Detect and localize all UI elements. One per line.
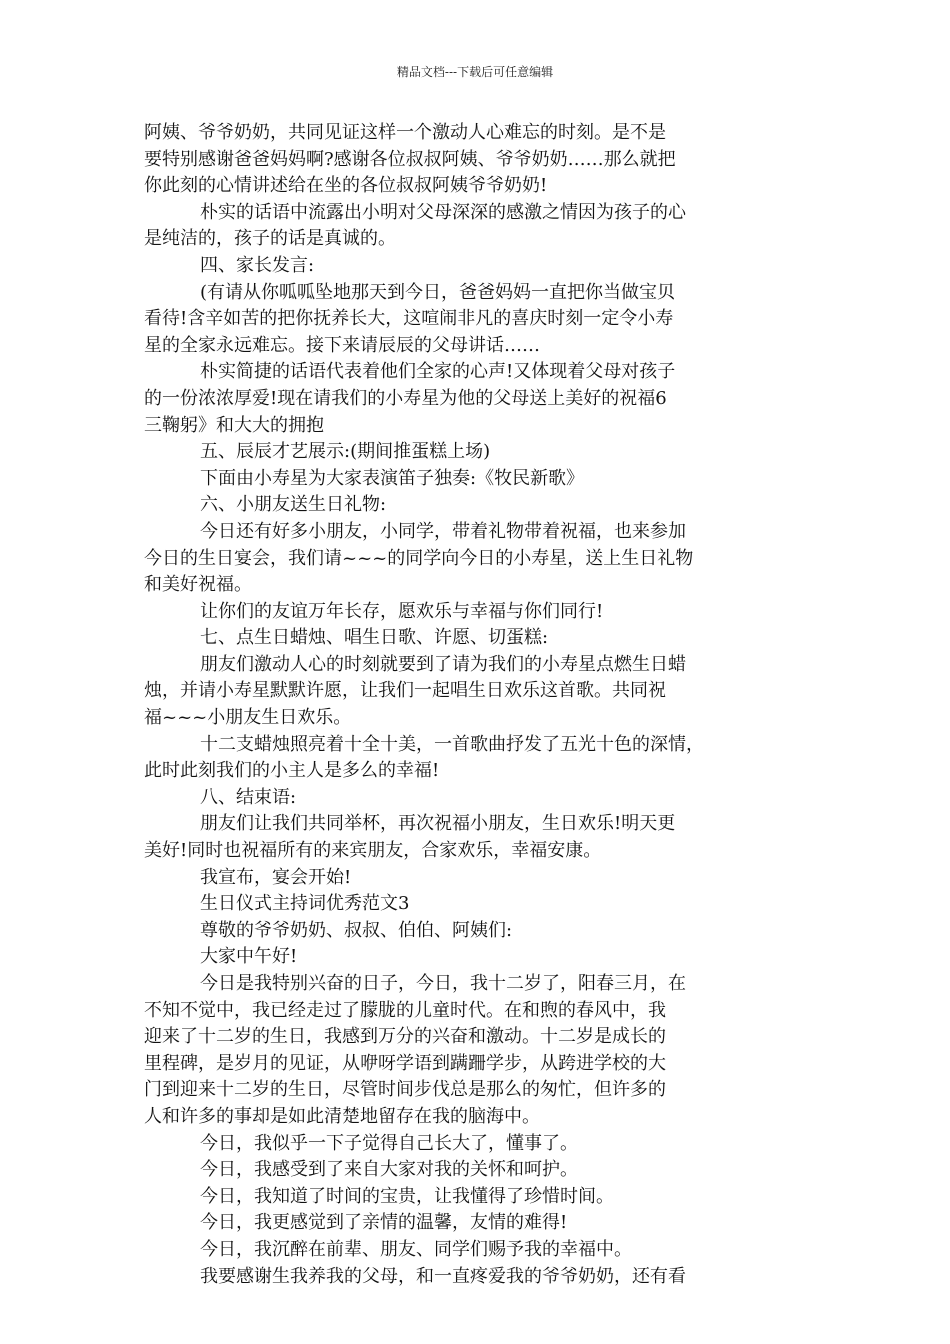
body-line: 不知不觉中，我已经走过了朦胧的儿童时代。在和煦的春风中，我 — [144, 999, 666, 1021]
body-line: 福~~~小朋友生日欢乐。 — [144, 707, 352, 729]
body-line: 阿姨、爷爷奶奶，共同见证这样一个激动人心难忘的时刻。是不是 — [144, 122, 666, 143]
body-line: 和美好祝福。 — [144, 574, 252, 596]
body-line: 我宣布，宴会开始! — [200, 866, 352, 888]
body-line: 你此刻的心情讲述给在坐的各位叔叔阿姨爷爷奶奶! — [144, 175, 548, 197]
body-line: 今日还有好多小朋友，小同学，带着礼物带着祝福，也来参加 — [200, 520, 686, 542]
body-line: 三鞠躬》和大大的拥抱 — [144, 414, 324, 436]
body-line: 朋友们激动人心的时刻就要到了请为我们的小寿星点燃生日蜡 — [200, 653, 686, 675]
body-line: 六、小朋友送生日礼物: — [200, 494, 387, 516]
body-line: 人和许多的事却是如此清楚地留存在我的脑海中。 — [144, 1105, 540, 1127]
body-line: 门到迎来十二岁的生日，尽管时间步伐总是那么的匆忙，但许多的 — [144, 1079, 666, 1101]
body-line: 让你们的友谊万年长存，愿欢乐与幸福与你们同行! — [200, 600, 604, 622]
body-line: 今日，我感受到了来自大家对我的关怀和呵护。 — [200, 1159, 578, 1181]
body-line: 今日是我特别兴奋的日子，今日，我十二岁了，阳春三月，在 — [200, 973, 686, 994]
body-line: 十二支蜡烛照亮着十全十美，一首歌曲抒发了五光十色的深情， — [200, 733, 704, 755]
body-line: 下面由小寿星为大家表演笛子独奏:《牧民新歌》 — [200, 467, 585, 489]
body-line: 朴实的话语中流露出小明对父母深深的感激之情因为孩子的心 — [200, 201, 686, 223]
body-line: 迎来了十二岁的生日，我感到万分的兴奋和激动。十二岁是成长的 — [144, 1026, 666, 1048]
body-line: 今日，我沉醉在前辈、朋友、同学们赐予我的幸福中。 — [200, 1238, 632, 1260]
body-line: 朋友们让我们共同举杯，再次祝福小朋友，生日欢乐!明天更 — [200, 813, 676, 835]
body-line: 今日，我似乎一下子觉得自己长大了，懂事了。 — [200, 1132, 578, 1154]
body-line: 的一份浓浓厚爱!现在请我们的小寿星为他的父母送上美好的祝福6 — [144, 387, 667, 409]
body-line: 尊敬的爷爷奶奶、叔叔、伯伯、阿姨们: — [200, 919, 513, 941]
body-line: 大家中午好! — [200, 946, 298, 968]
body-line: 五、辰辰才艺展示:(期间推蛋糕上场) — [200, 441, 491, 463]
body-line: 四、家长发言: — [200, 254, 315, 276]
body-line: 我要感谢生我养我的父母，和一直疼爱我的爷爷奶奶，还有看 — [200, 1265, 686, 1287]
body-line: 今日的生日宴会，我们请~~~的同学向今日的小寿星，送上生日礼物 — [144, 547, 694, 569]
body-line: 今日，我知道了时间的宝贵，让我懂得了珍惜时间。 — [200, 1185, 614, 1207]
document-body — [144, 120, 808, 1290]
body-line: (有请从你呱呱坠地那天到今日，爸爸妈妈一直把你当做宝贝 — [200, 281, 676, 303]
body-line: 生日仪式主持词优秀范文3 — [200, 893, 410, 915]
body-line: 星的全家永远难忘。接下来请辰辰的父母讲话…… — [144, 334, 540, 356]
body-line: 里程碑，是岁月的见证，从咿呀学语到蹒跚学步，从跨进学校的大 — [144, 1052, 666, 1074]
body-line: 烛，并请小寿星默默许愿，让我们一起唱生日欢乐这首歌。共同祝 — [144, 680, 666, 702]
body-line: 要特别感谢爸爸妈妈啊?感谢各位叔叔阿姨、爷爷奶奶……那么就把 — [144, 148, 676, 170]
body-line: 美好!同时也祝福所有的来宾朋友，合家欢乐，幸福安康。 — [144, 840, 602, 862]
body-line: 此时此刻我们的小主人是多么的幸福! — [144, 760, 440, 782]
page-header: 精品文档---下载后可任意编辑 — [396, 65, 554, 79]
body-line: 看待!含辛如苦的把你抚养长大，这喧闹非凡的喜庆时刻一定令小寿 — [144, 308, 674, 330]
body-line: 八、结束语: — [200, 786, 297, 808]
body-line: 七、点生日蜡烛、唱生日歌、许愿、切蛋糕: — [200, 627, 549, 649]
body-line: 朴实简捷的话语代表着他们全家的心声!又体现着父母对孩子 — [200, 361, 676, 383]
body-line: 是纯洁的，孩子的话是真诚的。 — [144, 228, 396, 250]
body-line: 今日，我更感觉到了亲情的温馨，友情的难得! — [200, 1212, 568, 1234]
